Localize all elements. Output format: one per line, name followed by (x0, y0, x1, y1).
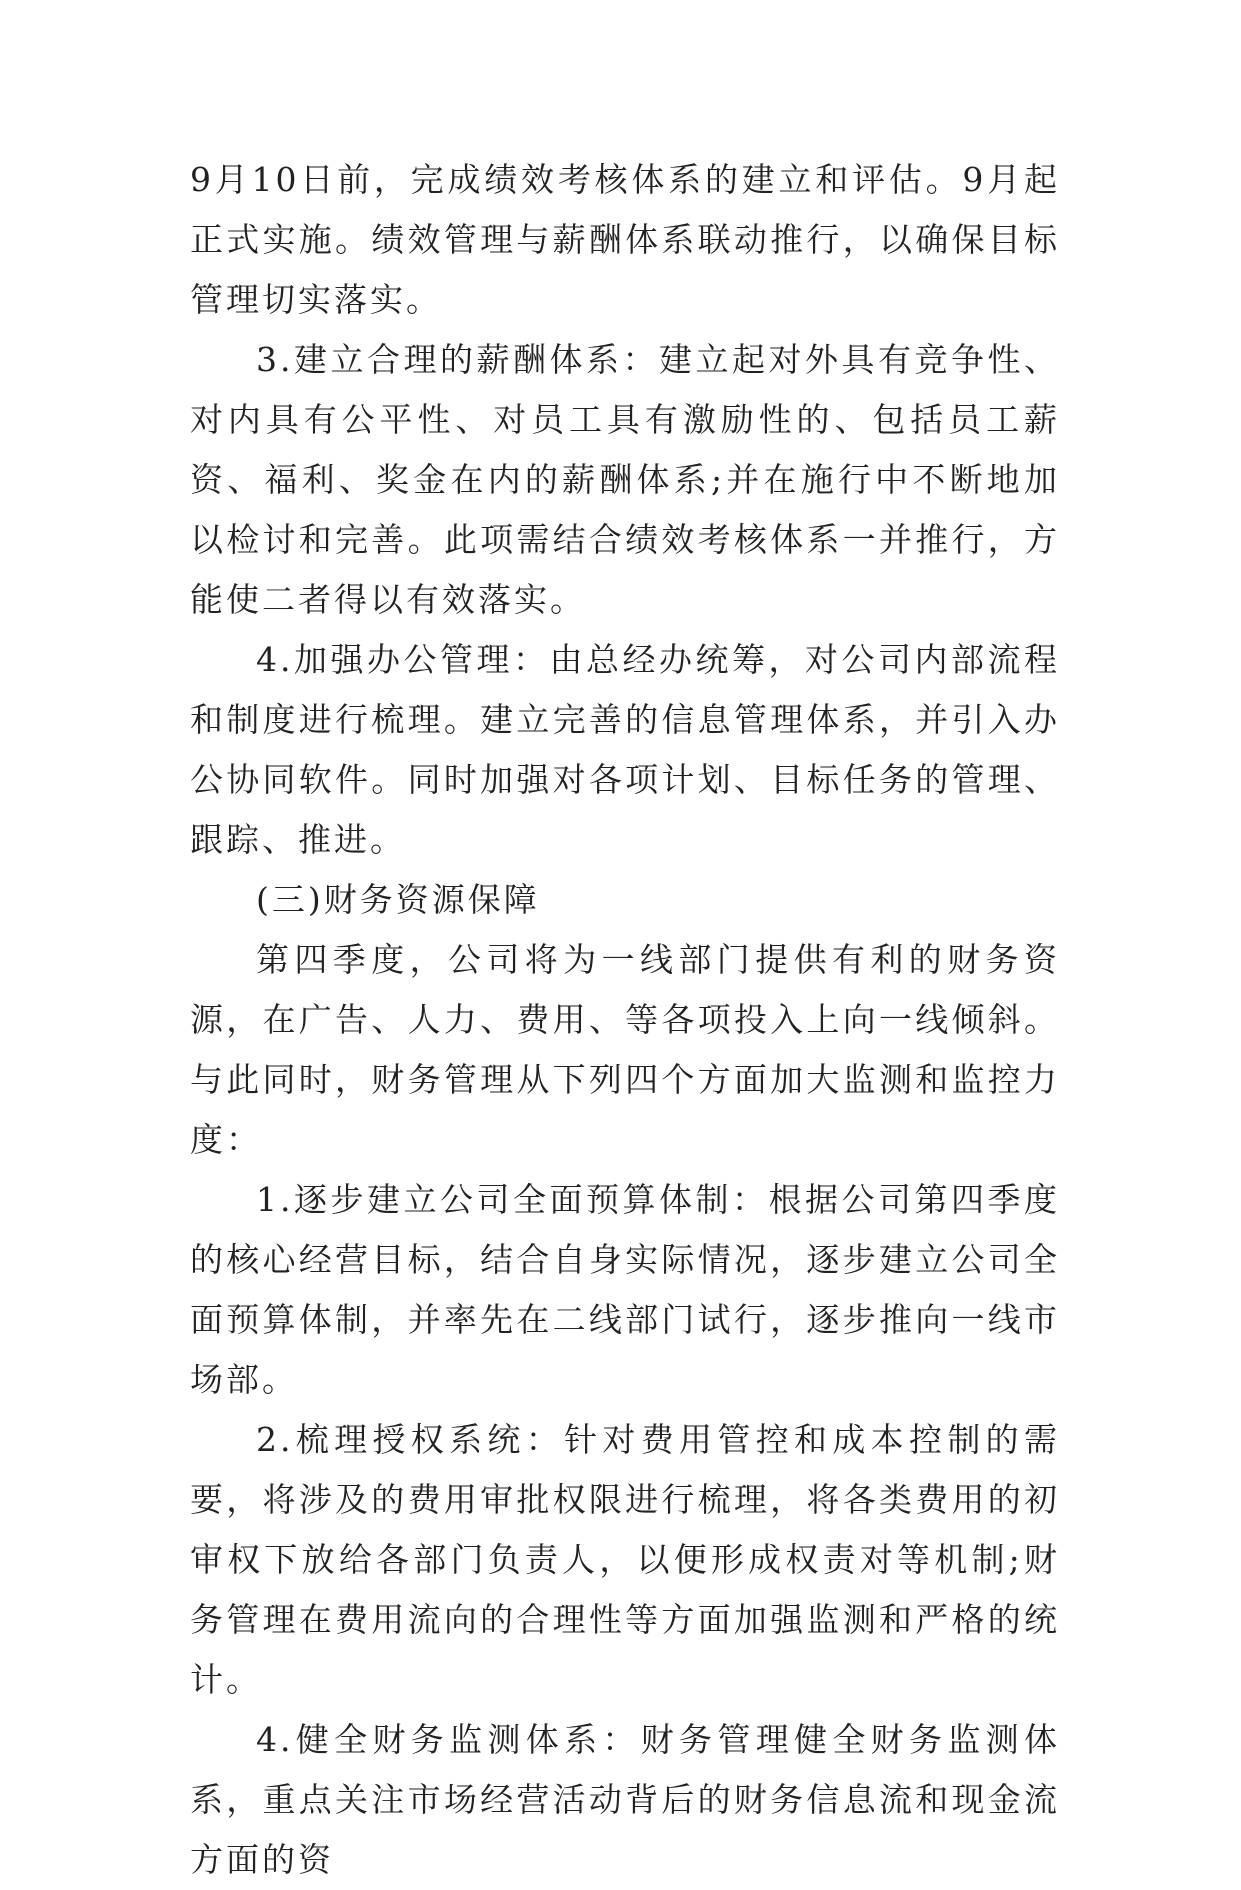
document-body (190, 150, 1060, 1890)
paragraph-finance-intro: 第四季度，公司将为一线部门提供有利的财务资源，在广告、人力、费用、等各项投入上向一线倾斜。与此同时，财务管理从下列四个方面加大监测和监控力度： (190, 940, 1060, 1159)
paragraph-budget-system: 1.逐步建立公司全面预算体制：根据公司第四季度的核心经营目标，结合自身实际情况，逐步建立公司全面预算体制，并率先在二线部门试行，逐步推向一线市场部。 (190, 1180, 1060, 1399)
paragraph-finance-monitoring: 4.健全财务监测体系：财务管理健全财务监测体系，重点关注市场经营活动背后的财务信息流和现金流方面的资 (190, 1720, 1060, 1879)
paragraph-office-management: 4.加强办公管理：由总经办统筹，对公司内部流程和制度进行梳理。建立完善的信息管理体系，并引入办公协同软件。同时加强对各项计划、目标任务的管理、跟踪、推进。 (190, 640, 1060, 859)
paragraph-salary-system: 3.建立合理的薪酬体系：建立起对外具有竞争性、对内具有公平性、对员工具有激励性的、包括员工薪资、福利、奖金在内的薪酬体系;并在施行中不断地加以检讨和完善。此项需结合绩效考核体系一并推行，方能使二者得以有效落实。 (190, 340, 1060, 619)
paragraph-authorization: 2.梳理授权系统：针对费用管控和成本控制的需要，将涉及的费用审批权限进行梳理，将各类费用的初审权下放给各部门负责人，以便形成权责对等机制;财务管理在费用流向的合理性等方面加强监测和严格的统计。 (190, 1420, 1060, 1699)
section-heading-finance: (三)财务资源保障 (256, 880, 540, 919)
paragraph-continuation: 9月10日前，完成绩效考核体系的建立和评估。9月起正式实施。绩效管理与薪酬体系联动推行，以确保目标管理切实落实。 (190, 160, 1060, 319)
